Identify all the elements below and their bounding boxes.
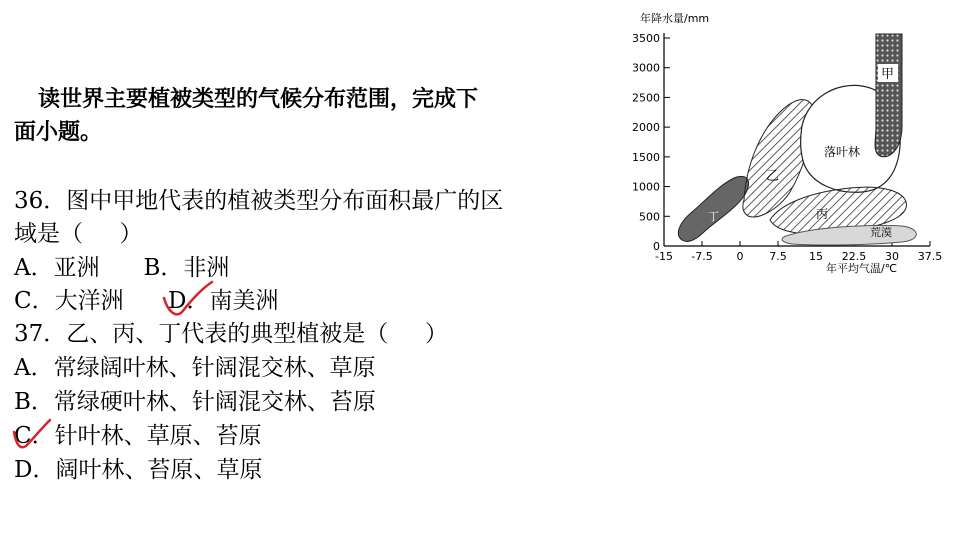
y-axis-label: 年降水量/mm: [640, 12, 710, 25]
region-label-bing: 丙: [816, 207, 829, 221]
x-tick-label: 37.5: [917, 250, 943, 263]
x-tick-label: 22.5: [841, 250, 867, 263]
x-axis-label: 年平均气温/℃: [826, 262, 898, 275]
region-label-yi: 乙: [766, 169, 780, 184]
region-label-jia: 甲: [881, 67, 895, 82]
y-tick-label: 3500: [632, 32, 660, 45]
y-tick-label: 2000: [632, 121, 660, 135]
x-tick-label: 15: [809, 250, 823, 263]
q36-option-c: C．大洋洲: [14, 288, 124, 314]
region-jia: [875, 34, 902, 157]
y-tick-label: 3000: [632, 61, 660, 75]
y-tick-label: 1500: [632, 150, 660, 164]
q36-options-ab: A．亚洲 B．非洲: [14, 255, 230, 281]
x-tick-label: 30: [885, 250, 899, 263]
region-label-deciduous: 落叶林: [824, 145, 861, 159]
q37-option-d: D．阔叶林、苔原、草原: [14, 457, 263, 483]
region-label-ding: 丁: [708, 210, 719, 223]
q37-option-b: B．常绿硬叶林、针阔混交林、苔原: [14, 389, 376, 415]
intro-line-2: 面小题。: [14, 119, 103, 145]
x-tick-label: 0: [736, 250, 744, 263]
q37-option-c: C．针叶林、草原、苔原: [14, 423, 262, 449]
y-tick-label: 2500: [632, 91, 660, 105]
q36-stem-line-1: 36．图中甲地代表的植被类型分布面积最广的区: [14, 188, 504, 214]
q36-stem-line-2: 域是（ ）: [14, 221, 143, 247]
x-tick-label: -7.5: [691, 250, 713, 263]
check-mark-q37: [8, 412, 58, 462]
y-tick-label: 0: [653, 240, 660, 253]
region-label-desert: 荒漠: [870, 226, 892, 239]
x-tick-label: -15: [655, 250, 673, 263]
vegetation-climate-diagram: [632, 8, 960, 278]
q37-option-a: A．常绿阔叶林、针阔混交林、草原: [14, 355, 376, 381]
y-tick-label: 500: [639, 210, 660, 224]
y-tick-label: 1000: [632, 180, 660, 194]
q36-option-d: D．南美洲: [168, 288, 279, 314]
intro-line-1: 读世界主要植被类型的气候分布范围，完成下: [38, 86, 479, 112]
check-mark-q36: [160, 278, 220, 328]
x-tick-label: 7.5: [769, 250, 787, 263]
region-ding: [678, 176, 748, 241]
q37-stem: 37．乙、丙、丁代表的典型植被是（ ）: [14, 321, 448, 347]
